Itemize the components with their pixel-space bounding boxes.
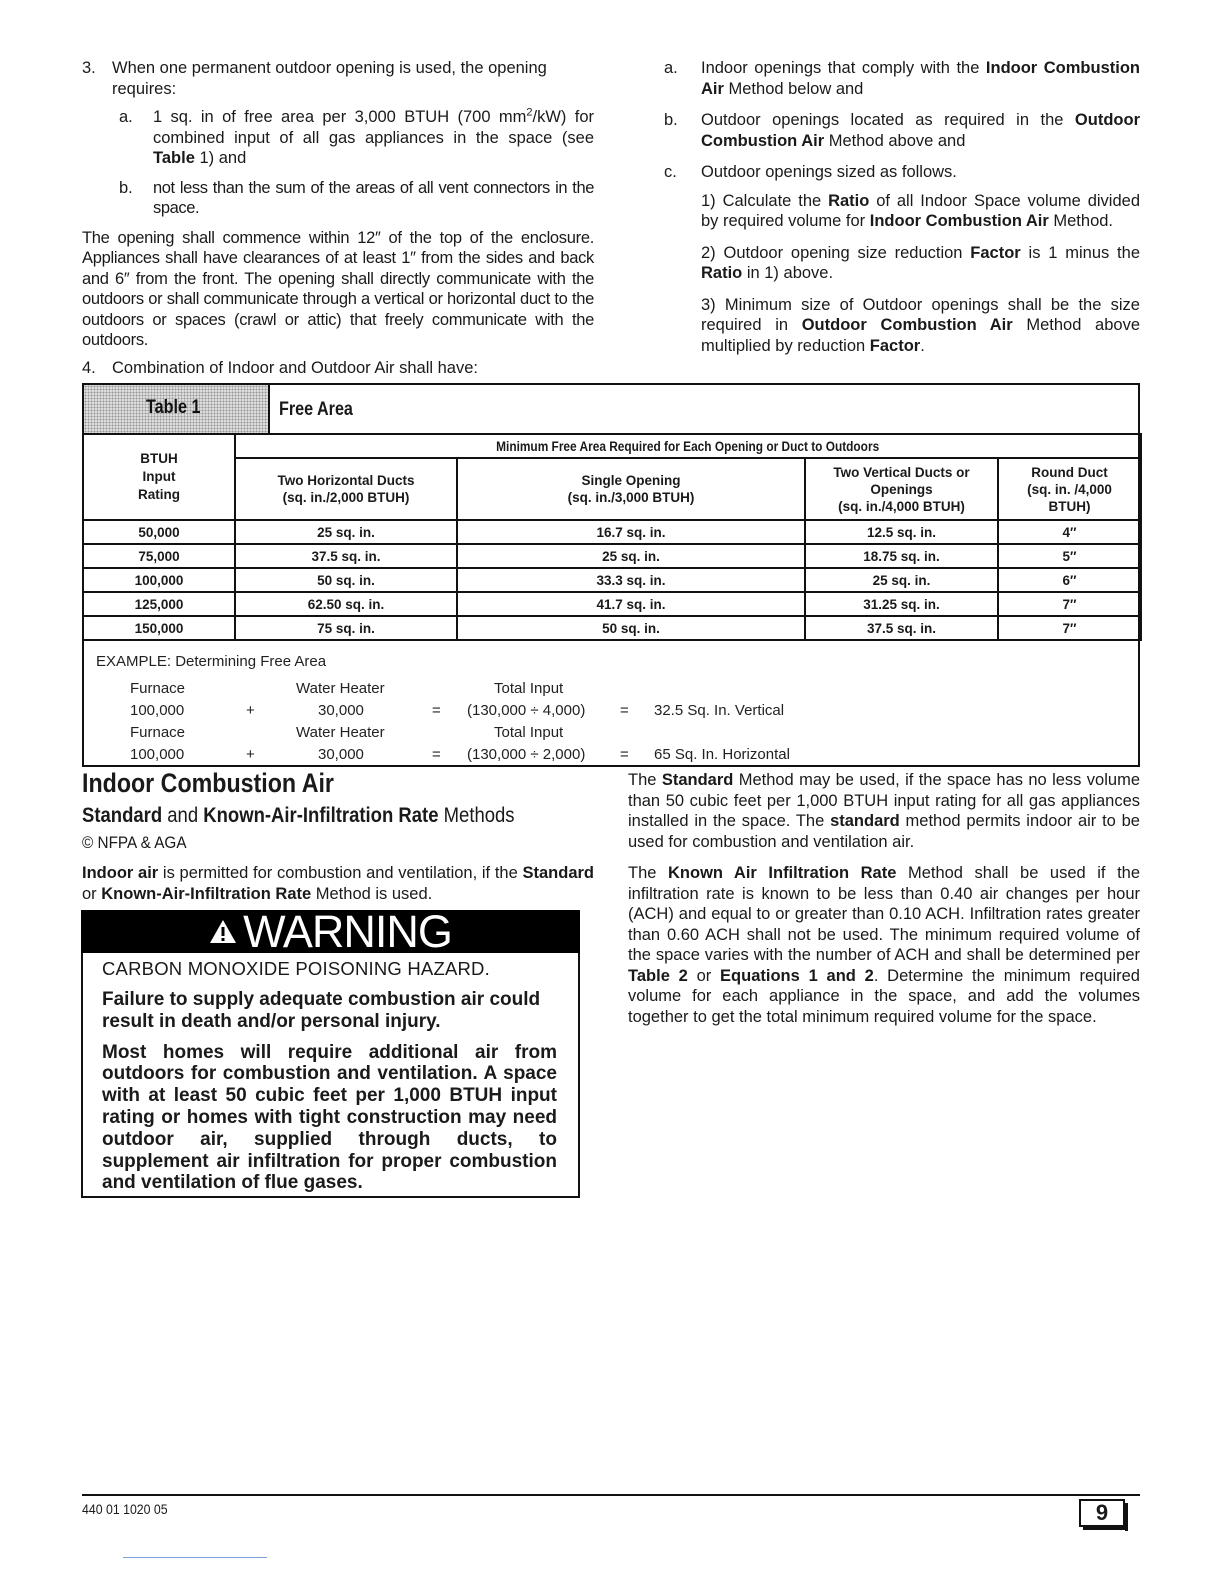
warning-triangle-icon [209, 919, 237, 949]
text-run: 1) Calculate the [701, 191, 829, 210]
list-item-3 [82, 58, 594, 99]
table-cell: 7″ [998, 616, 1141, 640]
text-run: is permitted for combustion and ventilation, if the [158, 864, 523, 882]
text-run: The [628, 864, 668, 882]
bold-term: Indoor air [82, 864, 159, 882]
list-letter: b. [664, 111, 678, 129]
text-run: Method. [1048, 212, 1114, 230]
bold-term: standard [830, 812, 900, 830]
step-3 [664, 295, 1140, 357]
indoor-air-paragraph [82, 863, 594, 904]
text-run: Outdoor openings located as required in the [701, 111, 1075, 129]
table-cell: 12.5 sq. in. [805, 520, 998, 544]
table-row [83, 592, 1141, 616]
text-run: 3) Minimum size of Outdoor openings shall be the size required in [701, 295, 1140, 334]
group-header-text: Minimum Free Area Required for Each Opening or Duct to Outdoors [496, 438, 880, 454]
table-cell: 50 sq. in. [457, 616, 805, 640]
warning-instructions: Most homes will require additional air from outdoors for combustion and ventilation. A space with at least 50 cubic feet per 1,000 BTUH input rating or homes with tight construction may need outdoor air, supplied through ducts, to supplement air infiltration for proper combustion and ventilation of flue gases. [102, 1041, 557, 1194]
text-run: Method above and [824, 131, 966, 150]
warning-banner [81, 906, 580, 957]
bold-term: Known-Air-Infiltration Rate [101, 884, 312, 903]
table-row [83, 616, 1141, 640]
right-column [664, 58, 1140, 367]
example-cell: (130,000 ÷ 4,000) [467, 701, 586, 719]
section-heading: Indoor Combustion Air [82, 768, 334, 798]
bold-term: Factor [970, 243, 1021, 262]
text-run: is 1 minus the [1020, 243, 1140, 262]
bold-term: Standard [82, 803, 163, 827]
table-cell: 37.5 sq. in. [805, 616, 998, 640]
example-cell: 30,000 [318, 745, 364, 763]
table-cell: 7″ [998, 592, 1141, 616]
bold-term: Standard [661, 771, 734, 789]
text-run: method permits indoor air to be used for combustion and ventilation air. [628, 812, 1140, 851]
bold-term: Ratio [828, 191, 870, 210]
section-subheading [82, 803, 515, 828]
text-run: . [920, 336, 925, 355]
example-operator: + [246, 701, 255, 719]
table-cell: 31.25 sq. in. [805, 592, 998, 616]
step-2 [664, 243, 1140, 284]
table-title: Free Area [279, 399, 353, 420]
table-row [83, 520, 1141, 544]
group-header [235, 434, 1141, 458]
standard-method-paragraph [628, 770, 1140, 852]
example-operator: = [432, 745, 441, 763]
combo-item-a [664, 58, 1140, 99]
combo-item-c [664, 162, 1140, 183]
table-cell: 18.75 sq. in. [805, 544, 998, 568]
text-run: /kW) for combined input of all gas appliances in the space (see [153, 108, 594, 147]
text-run: Method is used. [311, 884, 433, 903]
text-run: The [628, 771, 662, 789]
link-underline [123, 1557, 267, 1558]
combo-item-b [664, 110, 1140, 151]
page-number-shadow [1083, 1527, 1128, 1530]
example-operator: + [246, 745, 255, 763]
sub-item-a [82, 107, 594, 169]
bold-term: Outdoor Combustion Air [701, 111, 1140, 150]
example-operator: = [620, 745, 629, 763]
opening-paragraph: The opening shall commence within 12″ of the top of the enclosure. Appliances shall have clearances of at least 1″ from the sides and back and 6″ from the front. The opening shall directly communicate with the outdoors or shall communicate through a vertical or horizontal duct to the outdoors or spaces (crawl or attic) that freely communicate with the outdoors. [82, 228, 594, 349]
example-cell: Total Input [494, 679, 564, 697]
superscript: 2 [526, 106, 533, 119]
warning-title: WARNING [243, 906, 452, 957]
table-cell: 75,000 [83, 544, 235, 568]
sub-letter: a. [119, 108, 133, 126]
bold-term: Ratio [701, 264, 743, 282]
column-header: Round Duct (sq. in. /4,000 BTUH) [998, 458, 1141, 520]
text-run: in 1) above. [742, 264, 834, 282]
sub-text: not less than the sum of the areas of all vent connectors in the space. [153, 178, 594, 217]
example-label: EXAMPLE: [96, 653, 172, 670]
bold-term: Indoor Combustion Air [869, 212, 1049, 230]
left-column [82, 58, 594, 378]
text-run: or [687, 966, 721, 985]
table-cell: 25 sq. in. [805, 568, 998, 592]
list-number: 4. [82, 358, 96, 377]
sub-item-b [82, 178, 594, 219]
list-letter: c. [664, 163, 677, 181]
list-item-4 [82, 358, 594, 379]
example-result: 32.5 Sq. In. Vertical [654, 701, 785, 719]
example-cell: Furnace [130, 723, 186, 741]
example-operator: = [620, 701, 629, 719]
example-cell: Furnace [130, 679, 186, 697]
bold-term: Known-Air-Infiltration Rate [203, 803, 439, 827]
text-run: Method above multiplied by reduction [701, 316, 1140, 355]
infiltration-method-paragraph [628, 863, 1140, 1027]
table-cell: 6″ [998, 568, 1141, 592]
table-tag [84, 385, 270, 433]
table-cell: 5″ [998, 544, 1141, 568]
text-run: or [82, 884, 102, 903]
step-1 [664, 191, 1140, 232]
example-heading [96, 651, 1126, 674]
page-number: 9 [1079, 1499, 1125, 1527]
example-result: 65 Sq. In. Horizontal [654, 745, 790, 763]
list-letter: a. [664, 59, 678, 77]
text-run: Method shall be used if the infiltration rate is known to be less than 0.40 air changes per hour (ACH) and equal to or greater than 0.10 ACH. Infiltration rates greater than 0.60 ACH shall not be used. The minimum required volume of the space varies with the number of ACH and shall be determined per [628, 864, 1141, 964]
credit-line: © NFPA & AGA [82, 833, 187, 852]
table-cell: 50 sq. in. [235, 568, 457, 592]
example-cell: 100,000 [130, 701, 185, 719]
table-cell: 75 sq. in. [235, 616, 457, 640]
text-run: of all Indoor Space volume divided by required volume for [701, 191, 1140, 230]
text-run: 1) and [194, 149, 247, 167]
example-block [96, 651, 1126, 774]
list-text [664, 110, 1140, 151]
bold-term: Equations 1 and 2 [720, 966, 874, 985]
column-header: Single Opening (sq. in./3,000 BTUH) [457, 458, 805, 520]
list-text [664, 58, 1140, 99]
text-run: . Determine the minimum required volume for each appliance in the space, and add the volumes together to get the total minimum required volume for the space. [628, 966, 1140, 1026]
example-cell: 100,000 [130, 745, 185, 763]
document-number: 440 01 1020 05 [82, 1501, 168, 1517]
sub-text [82, 107, 594, 169]
bold-term: Known Air Infiltration Rate [668, 864, 897, 882]
bold-term: Standard [522, 864, 595, 882]
text-run: 2) Outdoor opening size reduction [701, 243, 971, 262]
text-run: Indoor openings that comply with the [701, 59, 986, 77]
table-1-box [82, 383, 1140, 767]
text-run: Method below and [723, 79, 864, 98]
table-cell: 4″ [998, 520, 1141, 544]
column-header: Two Horizontal Ducts (sq. in./2,000 BTUH) [235, 458, 457, 520]
bold-term: Table 2 [628, 966, 688, 985]
table-cell: 16.7 sq. in. [457, 520, 805, 544]
column-header: Two Vertical Ducts or Openings (sq. in./4,000 BTUH) [805, 458, 998, 520]
row-header-btuh: BTUH Input Rating [83, 434, 235, 520]
example-cell: (130,000 ÷ 2,000) [467, 745, 586, 763]
example-cell: 30,000 [318, 701, 364, 719]
table-row [83, 544, 1141, 568]
sub-letter: b. [119, 178, 133, 197]
free-area-table [82, 433, 1142, 641]
table-cell: 41.7 sq. in. [457, 592, 805, 616]
text-run: 1 sq. in of free area per 3,000 BTUH (700 mm [153, 108, 527, 126]
warning-box [81, 906, 580, 1198]
example-title: Determining Free Area [171, 653, 327, 670]
text-run: Method may be used, if the space has no less volume than 50 cubic feet per 1,000 BTUH input rating for all gas appliances installed in the space. The [628, 771, 1140, 830]
table-cell: 50,000 [83, 520, 235, 544]
example-operator: = [432, 701, 441, 719]
table-cell: 33.3 sq. in. [457, 568, 805, 592]
table-cell: 37.5 sq. in. [235, 544, 457, 568]
warning-body [102, 958, 557, 1203]
list-text: Outdoor openings sized as follows. [701, 163, 957, 181]
table-row [83, 568, 1141, 592]
example-cell: Total Input [494, 723, 564, 741]
example-cell: Water Heater [296, 679, 385, 697]
table-cell: 62.50 sq. in. [235, 592, 457, 616]
table-tag-label: Table 1 [146, 397, 201, 418]
bold-term: Factor [869, 336, 921, 355]
bold-term: Indoor Combustion Air [701, 59, 1140, 98]
right-bottom-column [628, 770, 1140, 1038]
text-run: and [162, 803, 204, 827]
table-cell: 100,000 [83, 568, 235, 592]
example-cell: Water Heater [296, 723, 385, 741]
table-cell: 125,000 [83, 592, 235, 616]
list-number: 3. [82, 59, 96, 77]
list-text: Combination of Indoor and Outdoor Air shall have: [112, 358, 478, 377]
bold-ref: Table [153, 149, 195, 167]
table-cell: 25 sq. in. [235, 520, 457, 544]
text-run: Methods [438, 803, 515, 827]
warning-consequence: Failure to supply adequate combustion air could result in death and/or personal injury. [102, 989, 541, 1032]
list-text: When one permanent outdoor opening is used, the opening requires: [112, 59, 547, 98]
footer-rule [82, 1494, 1140, 1496]
example-grid [96, 678, 1126, 774]
table-cell: 25 sq. in. [457, 544, 805, 568]
table-cell: 150,000 [83, 616, 235, 640]
warning-hazard: CARBON MONOXIDE POISONING HAZARD. [102, 958, 490, 979]
bold-term: Outdoor Combustion Air [801, 316, 1013, 334]
